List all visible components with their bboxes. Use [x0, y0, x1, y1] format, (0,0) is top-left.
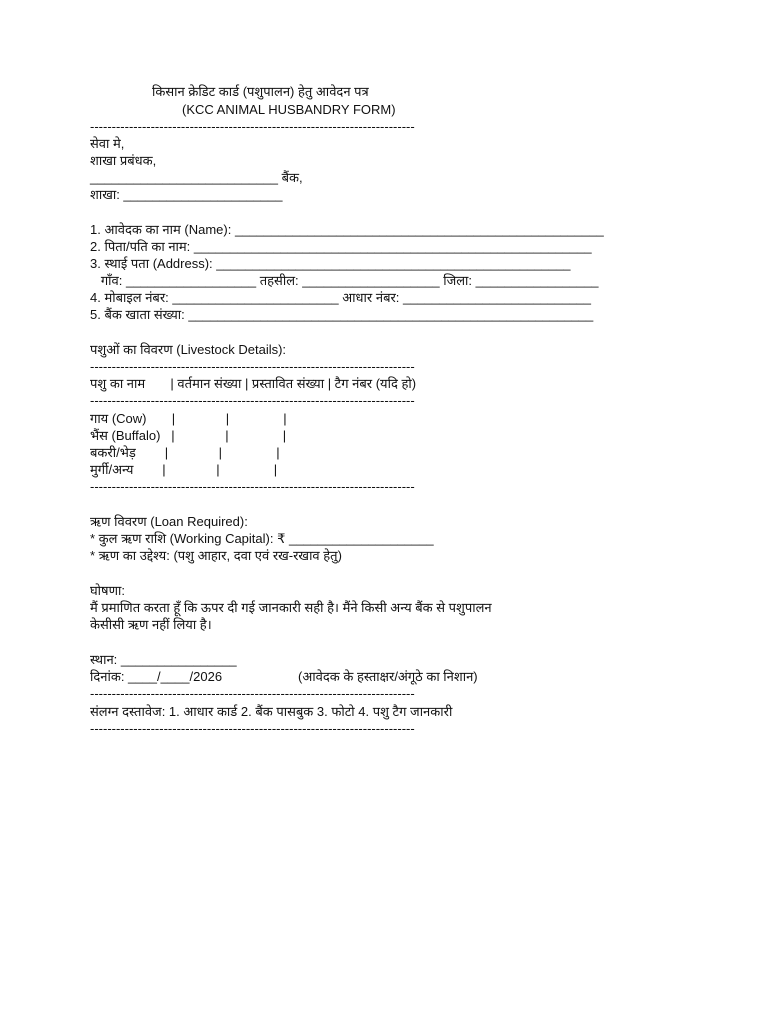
address-field[interactable]: 3. स्थाई पता (Address): _________________________________________________: [90, 256, 571, 271]
divider: ---------------------------------------------------------------------------: [90, 721, 415, 736]
attachments-list: संलग्न दस्तावेज: 1. आधार कार्ड 2. बैंक पासबुक 3. फोटो 4. पशु टैग जानकारी: [90, 704, 453, 719]
divider: ---------------------------------------------------------------------------: [90, 479, 415, 494]
village-tehsil-district-field[interactable]: गाँव: __________________ तहसील: ___________________ जिला: _________________: [90, 273, 599, 288]
declaration-heading: घोषणा:: [90, 583, 125, 598]
place-field[interactable]: स्थान: ________________: [90, 652, 237, 667]
loan-amount-field[interactable]: * कुल ऋण राशि (Working Capital): ₹ ____________________: [90, 531, 434, 546]
bank-name-field[interactable]: __________________________ बैंक,: [90, 170, 303, 185]
addressee-to: सेवा मे,: [90, 136, 125, 151]
divider: ---------------------------------------------------------------------------: [90, 359, 415, 374]
livestock-row-buffalo[interactable]: भैंस (Buffalo) | | |: [90, 428, 287, 443]
divider: ---------------------------------------------------------------------------: [90, 686, 415, 701]
signature-label: (आवेदक के हस्ताक्षर/अंगूठे का निशान): [298, 669, 478, 684]
applicant-name-field[interactable]: 1. आवेदक का नाम (Name): ___________________________________________________: [90, 222, 604, 237]
livestock-heading: पशुओं का विवरण (Livestock Details):: [90, 342, 287, 357]
mobile-aadhaar-field[interactable]: 4. मोबाइल नंबर: _______________________ आधार नंबर: __________________________: [90, 290, 592, 305]
form-title-hindi: किसान क्रेडिट कार्ड (पशुपालन) हेतु आवेदन पत्र: [152, 84, 369, 99]
loan-heading: ऋण विवरण (Loan Required):: [90, 514, 248, 529]
date-field[interactable]: दिनांक: ____/____/2026: [90, 669, 223, 684]
livestock-row-goat-sheep[interactable]: बकरी/भेड़ | | |: [90, 445, 280, 460]
livestock-row-poultry-other[interactable]: मुर्गी/अन्य | | |: [90, 462, 278, 477]
declaration-text-line-1: मैं प्रमाणित करता हूँ कि ऊपर दी गई जानकारी सही है। मैंने किसी अन्य बैंक से पशुपालन: [90, 600, 492, 615]
bank-account-field[interactable]: 5. बैंक खाता संख्या: ________________________________________________________: [90, 307, 594, 322]
loan-purpose: * ऋण का उद्देश्य: (पशु आहार, दवा एवं रख-रखाव हेतु): [90, 548, 342, 563]
form-title-english: (KCC ANIMAL HUSBANDRY FORM): [182, 102, 396, 117]
father-husband-name-field[interactable]: 2. पिता/पति का नाम: _______________________________________________________: [90, 239, 592, 254]
livestock-table-header: पशु का नाम | वर्तमान संख्या | प्रस्तावित संख्या | टैग नंबर (यदि हो): [90, 376, 417, 391]
branch-field[interactable]: शाखा: ______________________: [90, 187, 283, 202]
divider: ---------------------------------------------------------------------------: [90, 393, 415, 408]
addressee-designation: शाखा प्रबंधक,: [90, 153, 157, 168]
livestock-row-cow[interactable]: गाय (Cow) | | |: [90, 411, 287, 426]
divider: ---------------------------------------------------------------------------: [90, 119, 415, 134]
declaration-text-line-2: केसीसी ऋण नहीं लिया है।: [90, 617, 212, 632]
